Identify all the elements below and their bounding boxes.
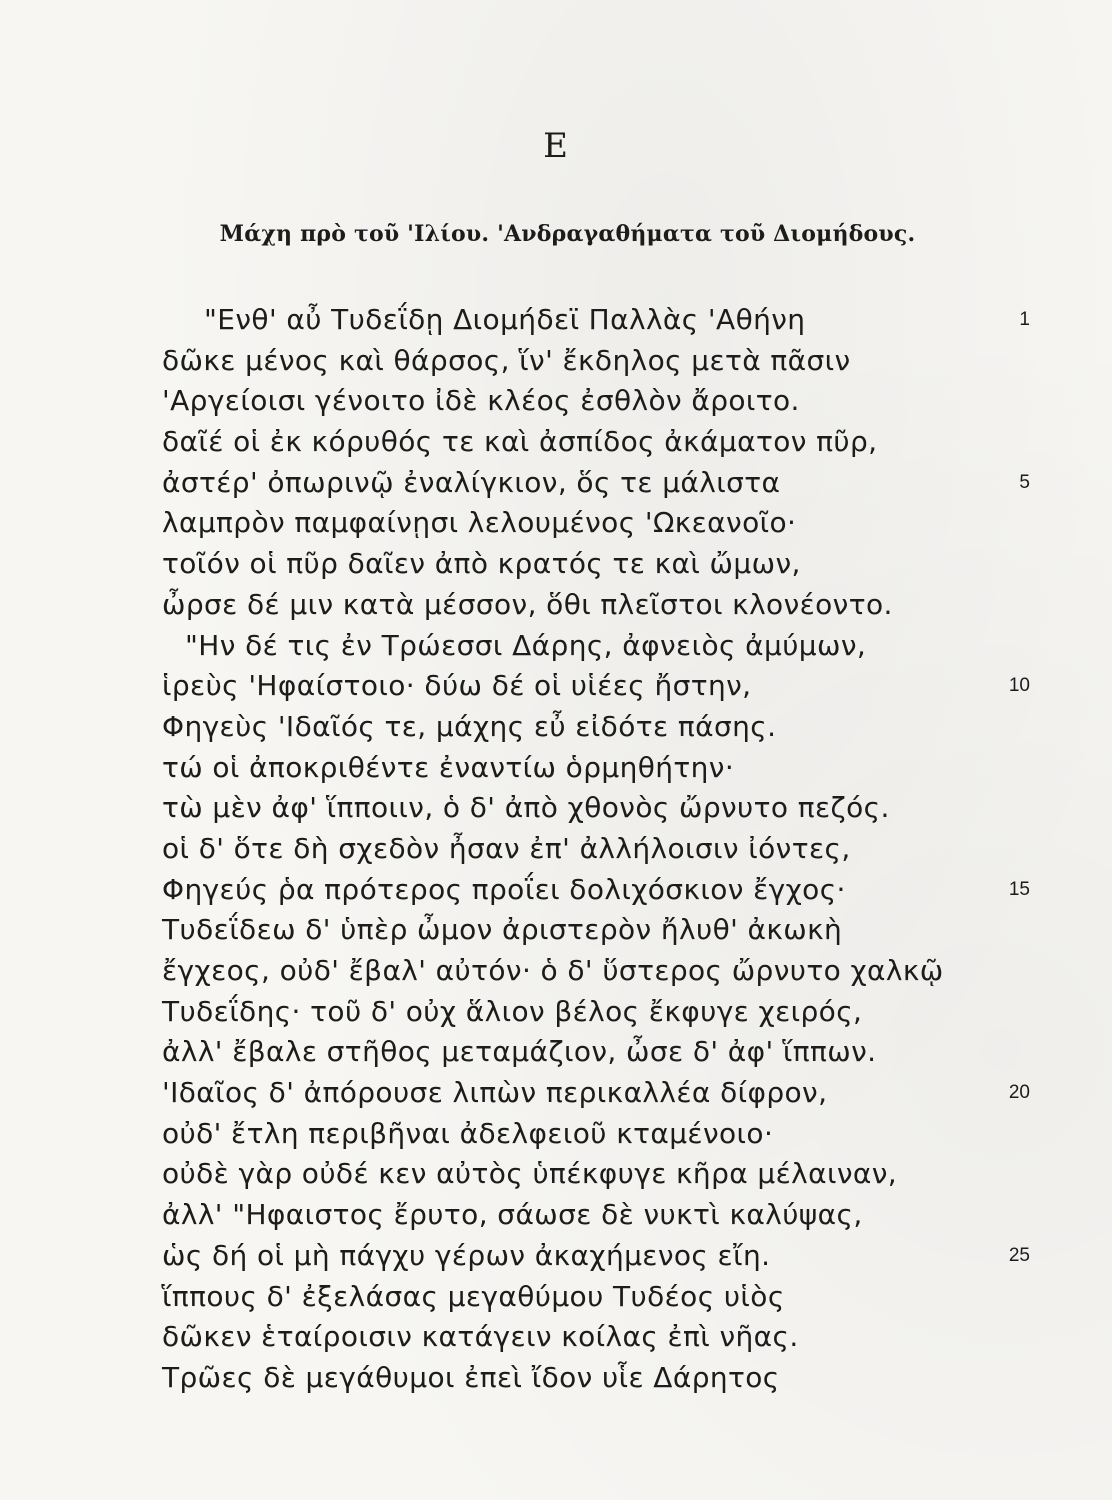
verse-text: ἀστέρ' ὀπωρινῷ ἐναλίγκιον, ὅς τε μάλιστα [162,465,781,499]
verse-line [0,951,1112,992]
verse-text: Τυδεΐδεω δ' ὑπὲρ ὦμον ἀριστερὸν ἤλυθ' ἀκωκὴ [162,913,843,947]
verse-line [0,992,1112,1033]
verse-text: ἱρεὺς 'Ηφαίστοιο· δύω δέ οἱ υἱέες ἤστην, [162,669,752,703]
book-letter-heading: Ε [543,126,569,166]
verse-text: ἀλλ' "Ηφαιστος ἔρυτο, σάωσε δὲ νυκτὶ καλύψας, [162,1198,863,1232]
line-number: 15 [1008,878,1030,900]
verse-line [0,1154,1112,1195]
verse-line [0,1317,1112,1358]
verse-text: λαμπρὸν παμφαίνῃσι λελουμένος 'Ωκεανοῖο· [162,506,797,540]
verse-line [0,666,1112,707]
verse-text: τοῖόν οἱ πῦρ δαῖεν ἀπὸ κρατός τε καὶ ὤμων, [162,547,801,581]
line-number: 5 [1019,471,1030,493]
verse-line [0,788,1112,829]
line-number: 20 [1008,1082,1030,1104]
line-number: 10 [1008,675,1030,697]
verse-text: τώ οἱ ἀποκριθέντε ἐναντίω ὁρμηθήτην· [162,750,735,784]
book-subtitle: Μάχη πρὸ τοῦ 'Ιλίου. 'Ανδραγαθήματα τοῦ Διομήδους. [219,221,916,247]
verse-line [0,300,1112,341]
verse-text: "Ενθ' αὖ Τυδεΐδῃ Διομήδεϊ Παλλὰς 'Αθήνη [204,303,806,336]
verse-text: 'Ιδαῖος δ' ἀπόρουσε λιπὼν περικαλλέα δίφρον, [162,1076,828,1110]
verse-text: οὐδὲ γὰρ οὐδέ κεν αὐτὸς ὑπέκφυγε κῆρα μέλαιναν, [162,1157,898,1191]
verse-text: οἱ δ' ὅτε δὴ σχεδὸν ἦσαν ἐπ' ἀλλήλοισιν ἰόντες, [162,831,851,865]
verse-line [0,422,1112,463]
verse-line [0,341,1112,382]
verse-line [0,748,1112,789]
verse-text: ὦρσε δέ μιν κατὰ μέσσον, ὅθι πλεῖστοι κλονέοντο. [162,587,893,621]
verse-text: ἔγχεος, οὐδ' ἔβαλ' αὐτόν· ὁ δ' ὕστερος ὤρνυτο χαλκῷ [162,954,944,987]
verse-text: τὼ μὲν ἀφ' ἵπποιιν, ὁ δ' ἀπὸ χθονὸς ὤρνυτο πεζός. [162,791,890,825]
verse-line [0,870,1112,911]
verse-text: δῶκε μένος καὶ θάρσος, ἵν' ἔκδηλος μετὰ πᾶσιν [162,343,851,377]
verse-text: ἀλλ' ἔβαλε στῆθος μεταμάζιον, ὦσε δ' ἀφ' ἵππων. [162,1035,877,1069]
verse-line [0,463,1112,504]
verse-text: Τυδεΐδης· τοῦ δ' οὐχ ἅλιον βέλος ἔκφυγε χειρός, [162,994,863,1028]
verse-line [0,503,1112,544]
verse-line [0,1073,1112,1114]
line-number: 1 [1019,309,1030,330]
line-number: 25 [1008,1244,1030,1266]
verse-line [0,1114,1112,1155]
verse-line [0,585,1112,626]
verse-line [0,1236,1112,1277]
verse-line [0,381,1112,422]
verse-text: οὐδ' ἔτλη περιβῆναι ἀδελφειοῦ κταμένοιο· [162,1116,774,1150]
verse-text: Φηγεύς ῥα πρότερος προΐει δολιχόσκιον ἔγχος· [162,872,846,906]
verse-text: Τρῶες δὲ μεγάθυμοι ἐπεὶ ἴδον υἷε Δάρητος [162,1360,780,1394]
verse-text: δαῖέ οἱ ἐκ κόρυθός τε καὶ ἀσπίδος ἀκάματον πῦρ, [162,425,878,459]
verse-line [0,1358,1112,1399]
verse-line [0,544,1112,585]
verse-line [0,1277,1112,1318]
verse-line [0,829,1112,870]
verse-text: ὡς δή οἱ μὴ πάγχυ γέρων ἀκαχήμενος εἴη. [162,1238,771,1272]
verse-line [0,626,1112,667]
verse-text: Φηγεὺς 'Ιδαῖός τε, μάχης εὖ εἰδότε πάσης. [162,709,777,743]
verse-line [0,1195,1112,1236]
verse-text: δῶκεν ἑταίροισιν κατάγειν κοίλας ἐπὶ νῆας. [162,1320,799,1354]
verse-line [0,910,1112,951]
verse-text: "Ην δέ τις ἐν Τρώεσσι Δάρης, ἀφνειὸς ἀμύμων, [185,628,867,662]
verse-line [0,1032,1112,1073]
verse-text: ἵππους δ' ἐξελάσας μεγαθύμου Τυδέος υἱὸς [162,1279,785,1313]
verse-list [0,300,1112,1399]
verse-text: 'Αργείοισι γένοιτο ἰδὲ κλέος ἐσθλὸν ἄροιτο. [162,384,800,418]
verse-line [0,707,1112,748]
